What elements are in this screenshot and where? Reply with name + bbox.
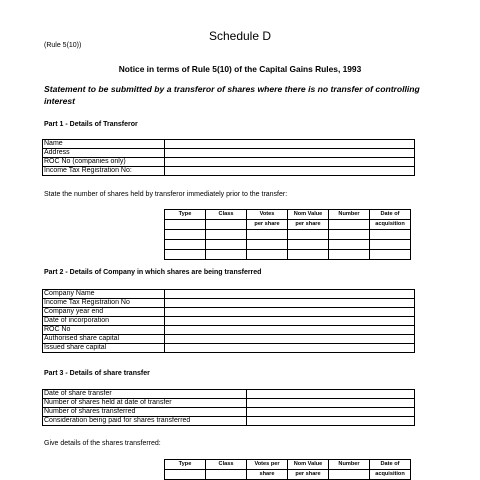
column-header: Class (206, 460, 247, 470)
shares-transferred-table (164, 459, 411, 480)
column-header (165, 220, 206, 230)
field-label: Company Name (43, 290, 165, 299)
table-cell[interactable] (370, 230, 411, 240)
column-header: Date of (370, 460, 411, 470)
column-header: per share (288, 220, 329, 230)
table-cell[interactable] (370, 250, 411, 260)
table-cell[interactable] (165, 240, 206, 250)
table-header-row (165, 470, 411, 480)
table-row (43, 149, 415, 158)
field-value-cell[interactable] (165, 167, 415, 176)
table-cell[interactable] (247, 230, 288, 240)
table-header-row (165, 460, 411, 470)
field-value-cell[interactable] (165, 149, 415, 158)
column-header: Date of (370, 210, 411, 220)
statement-heading: Statement to be submitted by a transferor of shares where there is no transfer of controlling interest (44, 84, 420, 106)
document-title: Schedule D (208, 29, 272, 43)
table-row (43, 299, 415, 308)
column-header: Type (165, 460, 206, 470)
table-row (43, 308, 415, 317)
shares-held-instruction: State the number of shares held by transferor immediately prior to the transfer: (44, 191, 288, 198)
shares-transferred-instruction: Give details of the shares transferred: (44, 440, 161, 447)
table-cell[interactable] (247, 250, 288, 260)
field-value-cell[interactable] (165, 326, 415, 335)
field-value-cell[interactable] (247, 390, 415, 399)
table-row (43, 167, 415, 176)
column-header (329, 220, 370, 230)
table-row (43, 417, 415, 426)
column-header (165, 470, 206, 480)
column-header: Nom Value (288, 460, 329, 470)
column-header: per share (288, 470, 329, 480)
field-label: Income Tax Registration No (43, 299, 165, 308)
part1-heading: Part 1 - Details of Transferor (44, 121, 138, 128)
table-row (165, 240, 411, 250)
column-header (206, 220, 247, 230)
field-label: ROC No (43, 326, 165, 335)
part2-heading: Part 2 - Details of Company in which shares are being transferred (44, 269, 262, 276)
column-header: acquisition (370, 220, 411, 230)
notice-heading: Notice in terms of Rule 5(10) of the Capital Gains Rules, 1993 (118, 64, 362, 74)
table-row (43, 344, 415, 353)
column-header: Votes per (247, 460, 288, 470)
field-label: Issued share capital (43, 344, 165, 353)
table-cell[interactable] (206, 250, 247, 260)
column-header: Type (165, 210, 206, 220)
table-header-row (165, 210, 411, 220)
table-cell[interactable] (288, 230, 329, 240)
field-label: Consideration being paid for shares transferred (43, 417, 247, 426)
transfer-details-table (42, 389, 415, 426)
rule-reference: (Rule 5(10)) (44, 42, 82, 49)
field-value-cell[interactable] (247, 408, 415, 417)
table-row (43, 140, 415, 149)
field-label: Address (43, 149, 165, 158)
table-row (43, 408, 415, 417)
column-header: share (247, 470, 288, 480)
field-value-cell[interactable] (165, 299, 415, 308)
table-cell[interactable] (288, 240, 329, 250)
field-label: ROC No (companies only) (43, 158, 165, 167)
shares-held-table (164, 209, 411, 260)
column-header: Votes (247, 210, 288, 220)
table-cell[interactable] (329, 230, 370, 240)
table-row (43, 399, 415, 408)
table-cell[interactable] (288, 250, 329, 260)
table-row (165, 230, 411, 240)
field-label: Authorised share capital (43, 335, 165, 344)
table-row (43, 335, 415, 344)
field-value-cell[interactable] (165, 317, 415, 326)
column-header: Number (329, 210, 370, 220)
table-cell[interactable] (247, 240, 288, 250)
field-label: Date of share transfer (43, 390, 247, 399)
table-cell[interactable] (165, 230, 206, 240)
field-value-cell[interactable] (165, 158, 415, 167)
field-label: Income Tax Registration No: (43, 167, 165, 176)
table-cell[interactable] (329, 240, 370, 250)
field-value-cell[interactable] (165, 335, 415, 344)
field-value-cell[interactable] (247, 399, 415, 408)
table-row (165, 250, 411, 260)
field-label: Number of shares transferred (43, 408, 247, 417)
table-header-row (165, 220, 411, 230)
table-cell[interactable] (329, 250, 370, 260)
field-value-cell[interactable] (247, 417, 415, 426)
column-header (329, 470, 370, 480)
column-header: Nom Value (288, 210, 329, 220)
table-cell[interactable] (206, 230, 247, 240)
field-label: Date of incorporation (43, 317, 165, 326)
transferor-details-table (42, 139, 415, 176)
field-value-cell[interactable] (165, 308, 415, 317)
field-label: Number of shares held at date of transfer (43, 399, 247, 408)
column-header: acquisition (370, 470, 411, 480)
table-row (43, 317, 415, 326)
part3-heading: Part 3 - Details of share transfer (44, 370, 150, 377)
table-cell[interactable] (165, 250, 206, 260)
field-value-cell[interactable] (165, 290, 415, 299)
table-row (43, 158, 415, 167)
field-label: Company year end (43, 308, 165, 317)
table-cell[interactable] (370, 240, 411, 250)
column-header: per share (247, 220, 288, 230)
field-label: Name (43, 140, 165, 149)
company-details-table (42, 289, 415, 353)
table-row (43, 390, 415, 399)
field-value-cell[interactable] (165, 344, 415, 353)
table-row (43, 326, 415, 335)
column-header (206, 470, 247, 480)
table-row (43, 290, 415, 299)
field-value-cell[interactable] (165, 140, 415, 149)
column-header: Number (329, 460, 370, 470)
table-cell[interactable] (206, 240, 247, 250)
column-header: Class (206, 210, 247, 220)
